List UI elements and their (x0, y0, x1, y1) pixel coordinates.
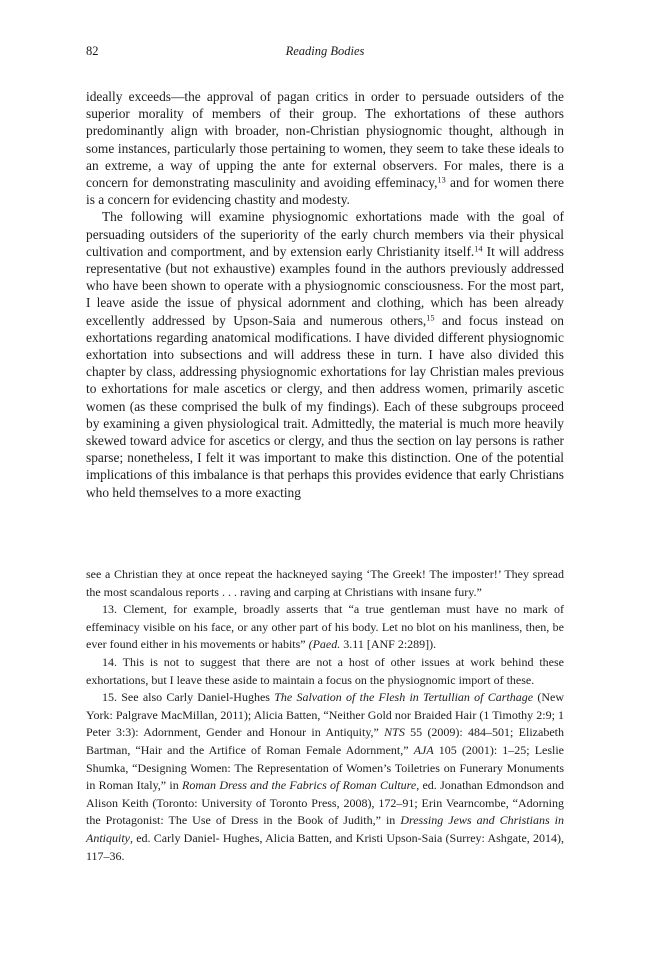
footnote-text: 105 (2001): 1–25; Leslie Shumka, “Designing Women: The Representation of Women’s Toiletries on Funerary Monuments in Roman Italy,” in (86, 742, 565, 793)
footnotes (86, 566, 564, 865)
footnote-14: 14. This is not to suggest that there are not a host of other issues at work behind these exhortations, but I leave these aside to maintain a focus on the physiognomic import of these. (86, 654, 564, 687)
footnote-text: 13. Clement, for example, broadly asserts that “a true gentleman must have no mark of effeminacy visible on his face, or any other part of his body. Let no blot on his manliness, then, be ever found either in his movements or habits” (86, 602, 564, 652)
footnote-text: 15. See also Carly Daniel-Hughes (102, 690, 275, 705)
body-text-segment: and focus instead on exhortations regarding anatomical modifications. I have divided different physiognomic exhortation into subsections and will address these in turn. I have also divided this chapter by class, addressing physiognomic exhortations for lay Christian males previous to exhortations for male ascetics or clergy, and then address women, primarily ascetic women (as these comprised the bulk of my findings). Each of these subgroups proceed by examining a given physiological trait. Admittedly, the material is much more heavily skewed toward advice for ascetics or clergy, and thus the section on lay persons is rather sparse; nonetheless, I felt it was important to make this distinction. One of the potential implications of this imbalance is that perhaps this provides evidence that early Christians who held themselves to a more exacting (86, 312, 564, 500)
body-paragraph (86, 88, 564, 208)
page-number: 82 (86, 44, 99, 58)
footnote-text: , ed. Jonathan Edmondson and Alison Keith (Toronto: University of Toronto Press, 2008), 172–91; Erin Vearncombe, “Adorning the Protagonist: The Use of Dress in the Book of Judith,” in (86, 778, 564, 828)
main-text (86, 88, 564, 501)
footnote-continued: see a Christian they at once repeat the hackneyed saying ‘The Greek! The imposter!’ They spread the most scandalous reports . . . raving and carping at Christians with insane fury.” (86, 567, 564, 599)
body-text-segment: and for women there is a concern for evidencing chastity and modesty. (86, 175, 564, 208)
running-header (86, 44, 564, 64)
footnote-15 (86, 689, 564, 865)
footnote-13 (86, 601, 564, 654)
footnote-text: , ed. Carly Daniel- Hughes, Alicia Batten, and Kristi Upson-Saia (Surrey: Ashgate, 2014), 117–36. (86, 830, 564, 863)
citation-title: Dressing Jews and Christians in Antiquity (86, 813, 564, 845)
footnote-ref-14[interactable]: 14 (474, 244, 483, 254)
citation-title: NTS (384, 725, 405, 740)
footnote-ref-13[interactable]: 13 (437, 175, 446, 185)
footnote-ref-15[interactable]: 15 (426, 313, 435, 323)
footnote-text: (New York: Palgrave MacMillan, 2011); Alicia Batten, “Neither Gold nor Braided Hair (1 Timothy 2:9; 1 Peter 3:3): Adornment, Gender and Honour in Antiquity,” (86, 690, 565, 740)
running-title: Reading Bodies (285, 44, 365, 58)
citation-title: Roman Dress and the Fabrics of Roman Culture (182, 778, 417, 793)
body-text-segment: It will address representative (but not exhaustive) examples found in the authors previously addressed who have been shown to operate with a physiognomic consciousness. For the most part, I leave aside the issue of physical adornment and clothing, which has been already excellently addressed by Upson-Saia and numerous others, (86, 243, 564, 328)
citation-title: The Salvation of the Flesh in Tertullian of Carthage (274, 690, 534, 705)
body-text-segment: The following will examine physiognomic exhortations made with the goal of persuading outsiders of the superiority of the early church members via their physical cultivation and comportment, and by extension early Christianity itself. (86, 209, 564, 259)
citation-title: (Paed. (308, 637, 341, 652)
footnote-text: 3.11 [ANF 2:289]). (340, 637, 437, 652)
body-paragraph (86, 208, 564, 500)
citation-title: AJA (413, 742, 434, 757)
body-text-segment: ideally exceeds—the approval of pagan critics in order to persuade outsiders of the superior morality of members of their group. The exhortations of these authors predominantly align with broader, non-Christian physiognomic thought, although in some instances, particularly those pertaining to women, they seem to take these ideals to an extreme, a way of upping the ante for external observers. For males, there is a concern for demonstrating masculinity and avoiding effeminacy, (86, 89, 564, 191)
footnote-text: 55 (2009): 484–501; Elizabeth Bartman, “Hair and the Artifice of Roman Female Adornment,” (86, 725, 564, 757)
